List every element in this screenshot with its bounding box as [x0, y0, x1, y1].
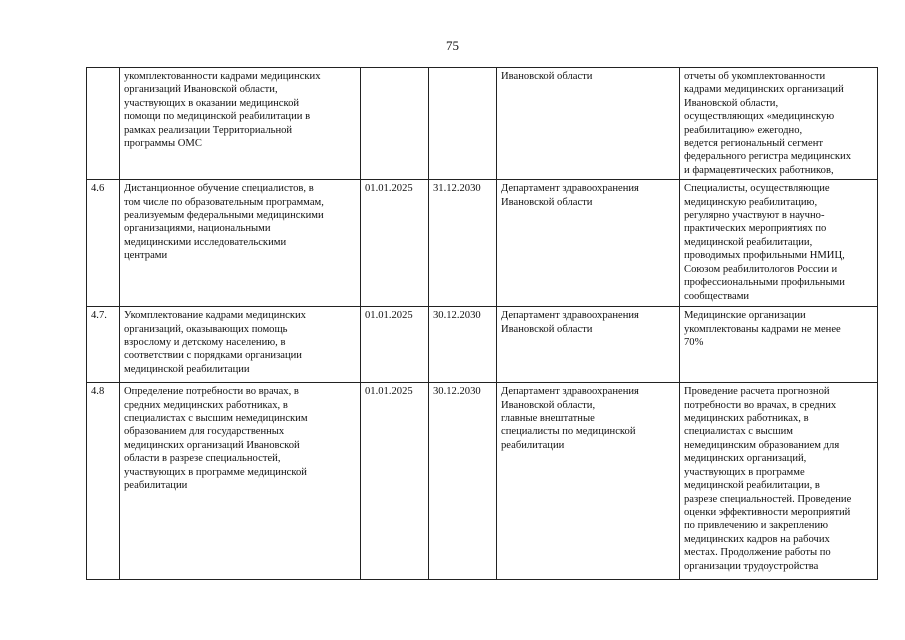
- table-row: [87, 68, 878, 180]
- table-row: [87, 307, 878, 383]
- row-number: [87, 68, 120, 180]
- responsible-party: Ивановской области: [497, 68, 680, 180]
- activity-description: укомплектованности кадрами медицинских организаций Ивановской области, участвующих в оказании медицинской помощи по медицинской реабилитации в рамках реализации Территориальной программы ОМС: [120, 68, 361, 180]
- start-date: [361, 68, 429, 180]
- start-date: 01.01.2025: [361, 180, 429, 307]
- row-number: 4.7.: [87, 307, 120, 383]
- activity-description: Определение потребности во врачах, в средних медицинских работниках, в специалистах с высшим немедицинским образованием для государственных медицинских организаций Ивановской области в разрезе специальностей, участвующих в программе медицинской реабилитации: [120, 383, 361, 580]
- start-date: 01.01.2025: [361, 307, 429, 383]
- row-number: 4.8: [87, 383, 120, 580]
- responsible-party: Департамент здравоохранения Ивановской области: [497, 307, 680, 383]
- responsible-party: Департамент здравоохранения Ивановской области: [497, 180, 680, 307]
- page-number: 75: [446, 38, 459, 53]
- activity-description: Дистанционное обучение специалистов, в том числе по образовательным программам, реализуемым федеральными медицинскими организациями, национальными медицинскими исследовательскими центрами: [120, 180, 361, 307]
- row-number: 4.6: [87, 180, 120, 307]
- activity-description: Укомплектование кадрами медицинских организаций, оказывающих помощь взрослому и детскому населению, в соответствии с порядками организации медицинской реабилитации: [120, 307, 361, 383]
- end-date: 30.12.2030: [429, 307, 497, 383]
- expected-result: Проведение расчета прогнозной потребности во врачах, в средних медицинских работниках, в специалистах с высшим немедицинским образованием для медицинских организаций, участвующих в программе медицинской реабилитации, в разрезе специальностей. Проведение оценки эффективности мероприятий по привлечению и закреплению медицинских кадров на рабочих местах. Продолжение работы по организации трудоустройства: [680, 383, 878, 580]
- end-date: 30.12.2030: [429, 383, 497, 580]
- start-date: 01.01.2025: [361, 383, 429, 580]
- expected-result: Медицинские организации укомплектованы кадрами не менее 70%: [680, 307, 878, 383]
- table-row: [87, 383, 878, 580]
- end-date: [429, 68, 497, 180]
- responsible-party: Департамент здравоохранения Ивановской области, главные внештатные специалисты по медицинской реабилитации: [497, 383, 680, 580]
- table-row: [87, 180, 878, 307]
- end-date: 31.12.2030: [429, 180, 497, 307]
- expected-result: отчеты об укомплектованности кадрами медицинских организаций Ивановской области, осуществляющих «медицинскую реабилитацию» ежегодно, ведется региональный сегмент федерального регистра медицинских и фармацевтических работников,: [680, 68, 878, 180]
- activity-plan-table: [86, 67, 878, 580]
- expected-result: Специалисты, осуществляющие медицинскую реабилитацию, регулярно участвуют в научно- практических мероприятиях по медицинской реабилитации, проводимых профильными НМИЦ, Союзом реабилитологов России и профессиональными профильными сообществами: [680, 180, 878, 307]
